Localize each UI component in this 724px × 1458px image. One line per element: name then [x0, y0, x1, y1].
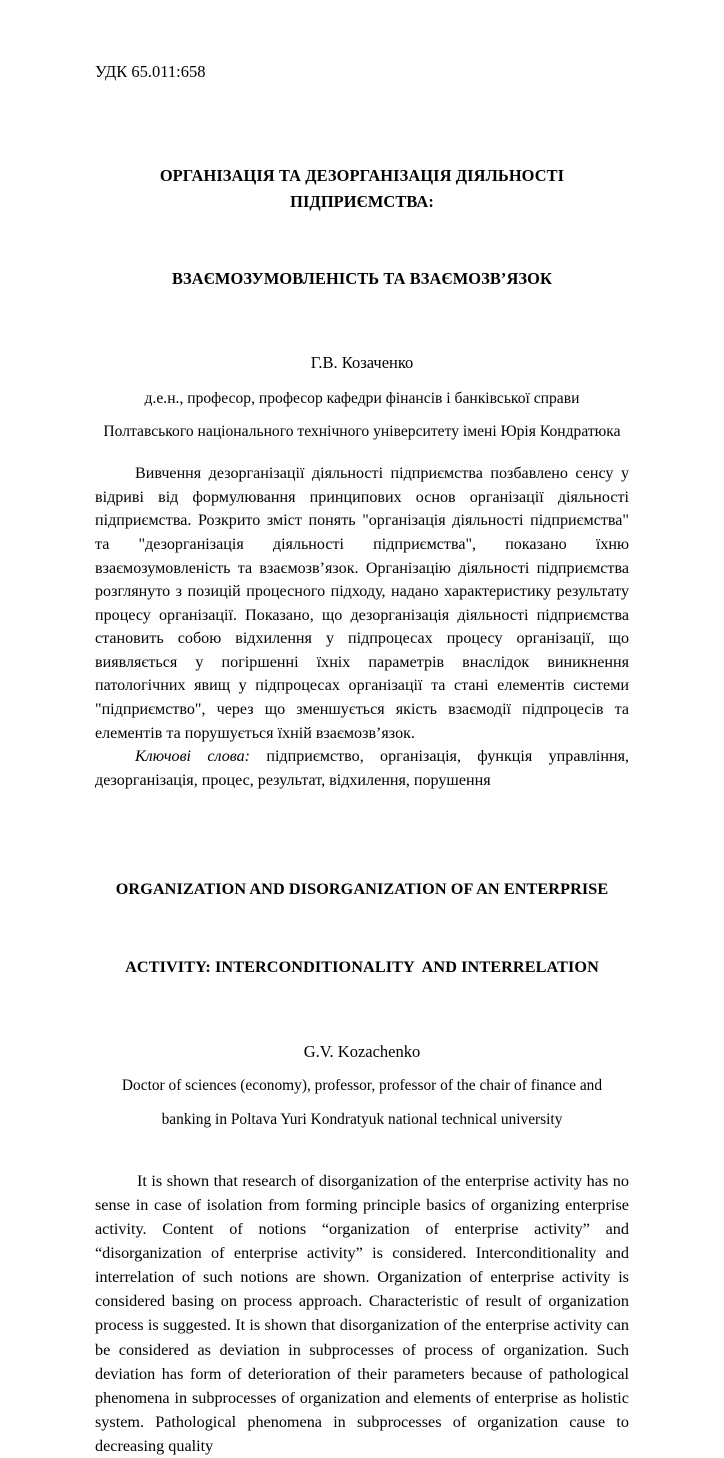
english-title-line-1: ORGANIZATION AND DISORGANIZATION OF AN ENTERPRISE: [115, 880, 609, 899]
ukrainian-author: Г.В. Козаченко: [310, 353, 414, 373]
ukrainian-title-line-2: ВЗАЄМОЗУМОВЛЕНІСТЬ ТА ВЗАЄМОЗВ’ЯЗОК: [171, 269, 552, 289]
english-author: G.V. Kozachenko: [303, 1041, 421, 1061]
english-abstract: It is shown that research of disorganization of the enterprise activity has no sense in case of isolation from forming principle basics of organizing enterprise activity. Content of notions “organization of enterprise activity” and “disorganization of enterprise activity” is considered. Interconditionality and interrelation of such notions are shown. Organization of enterprise activity is considered basing on process approach. Characteristic of result of organization process is suggested. It is shown that disorganization of the enterprise activity can be considered as deviation in subprocesses of process of organization. Such deviation has form of deterioration of their parameters because of pathological phenomena in subprocesses of organization and elements of enterprise as holistic system. Pathological phenomena in subprocesses of organization cause to decreasing quality: [95, 1172, 629, 1455]
english-affiliation: banking in Poltava Yuri Kondratyuk national technical university: [161, 1111, 563, 1129]
ukrainian-author-credentials: д.е.н., професор, професор кафедри фінансів і банківської справи: [144, 389, 580, 407]
ukrainian-keywords-label: Ключові слова:: [135, 748, 251, 766]
ukrainian-affiliation: Полтавського національного технічного університету імені Юрія Кондратюка: [103, 423, 621, 441]
ukrainian-keywords: [95, 745, 629, 792]
ukrainian-title: [95, 111, 629, 344]
ukrainian-keywords-value: підприємство, організація, функція управління, дезорганізація, процес, результат, відхилення, порушення: [95, 748, 629, 789]
english-author-credentials: Doctor of sciences (economy), professor, professor of the chair of finance and: [121, 1077, 603, 1095]
english-title: [95, 825, 629, 1032]
ukrainian-title-line-1: ОРГАНІЗАЦІЯ ТА ДЕЗОРГАНІЗАЦІЯ ДІЯЛЬНОСТІ ПІДПРИЄМСТВА:: [159, 165, 569, 211]
udc-code: УДК 65.011:658: [95, 62, 206, 81]
page-content: [95, 0, 629, 1458]
ukrainian-abstract: Вивчення дезорганізації діяльності підприємства позбавлено сенсу у відриві від формулювання принципових основ організації діяльності підприємства. Розкрито зміст понять "організація діяльності підприємства" та "дезорганізація діяльності підприємства", показано їхню взаємозумовленість та взаємозв’язок. Організацію діяльності підприємства розглянуто з позицій процесного підходу, надано характеристику результату процесу організації. Показано, що дезорганізація діяльності підприємства становить собою відхилення у підпроцесах процесу організації, що виявляється у погіршенні їхніх параметрів внаслідок виникнення патологічних явищ у підпроцесах організації та стані елементів системи "підприємство", через що зменшується якість взаємодії підпроцесів та елементів та порушується їхній взаємозв’язок.: [95, 465, 629, 742]
english-title-line-2: ACTIVITY: INTERCONDITIONALITY AND INTERRELATION: [125, 957, 599, 976]
